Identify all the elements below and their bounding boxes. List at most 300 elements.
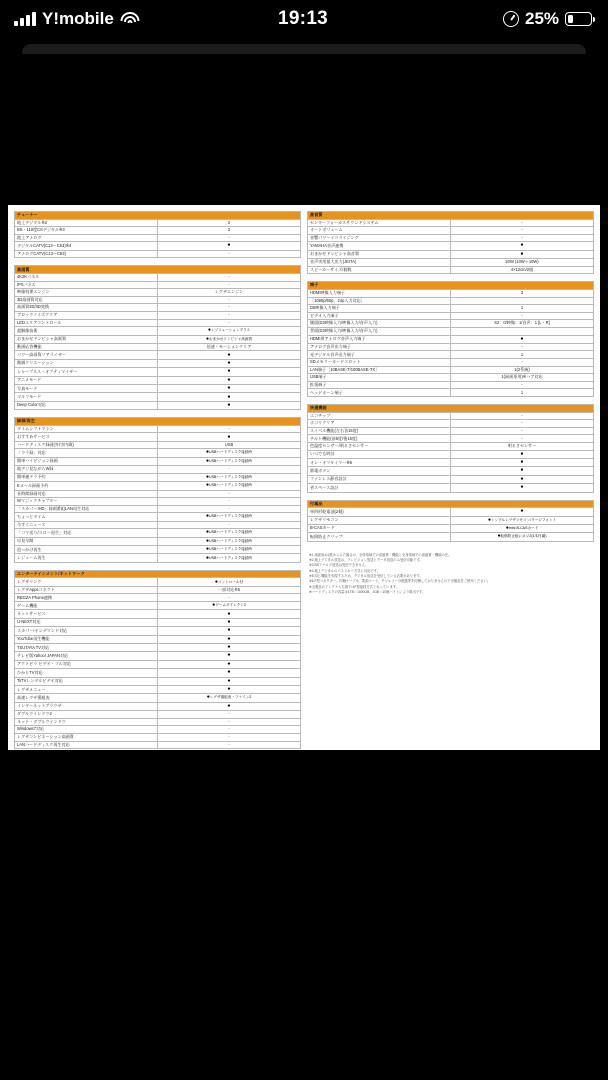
spec-value: 3 [451,289,594,297]
spec-label: レグザAppsコネクト [15,586,158,594]
spec-label: 節電ボタン [308,467,451,475]
section-title: チューナー [15,212,301,220]
table-row [308,335,594,343]
table-row [308,533,594,541]
spec-value: ● [158,610,301,618]
spec-label: ゲーム機能 [15,602,158,610]
spec-value: - [158,250,301,258]
table-row [15,296,301,304]
footnotes [307,549,594,596]
spec-value: - [451,312,594,320]
spec-label: 側面(D3映像入力/映像入力/音声入力) [308,320,451,328]
table-row [15,457,301,465]
spec-label: アナログ音声出力端子 [308,343,451,351]
table-row [15,718,301,726]
spec-label: デジタルCATV(C13～C63)※4 [15,242,158,250]
spec-label: D5映像入力端子 [308,305,451,313]
table-row [308,327,594,335]
table-row [15,250,301,258]
table-row [308,250,594,258]
table-row [308,427,594,435]
spec-value: 1 [451,351,594,359]
spec-value: ●おまかせドンピシャ高画質 [158,335,301,343]
spec-value: S2：0/映像：1/音声：1 [L・R] [451,320,594,328]
signal-bars-icon [14,12,36,26]
spec-label: 音響パワーイコライジング [308,234,451,242]
spec-label: いつでも時計 [308,450,451,458]
spec-value: 明るさセンサー [451,443,594,451]
section-title: エンターテインメント/ネットワーク [15,570,301,578]
spec-label: シャープネス・オプティマイザー [15,368,158,376]
spec-label: B-CASカード [308,524,451,532]
spec-value: - [158,296,301,304]
spec-value: - [158,281,301,289]
rotation-lock-icon [503,11,519,27]
table-row [15,359,301,367]
table-row [15,281,301,289]
spec-value: - [451,412,594,420]
spec-value: ● [158,359,301,367]
table-row [15,289,301,297]
spec-label: BS・110度CSデジタル※3 [15,227,158,235]
spec-value: ●USBハードディスク接続時 [158,529,301,537]
spec-label: 追っかけ再生 [15,546,158,554]
table-row [15,242,301,250]
spec-label: ホコリクリア [308,420,451,428]
spec-label: アクトビラ ビデオ・フル対応 [15,660,158,668]
table-row [308,343,594,351]
spec-value: - [158,741,301,749]
table-row [15,694,301,702]
spec-value: ● [451,242,594,250]
table-row [308,435,594,443]
table-row [308,467,594,475]
table-row [15,311,301,319]
spec-value: ●USBハードディスク接続時 [158,482,301,490]
spec-label: 今すぐニュース [15,521,158,529]
spec-label: エコチップ [308,412,451,420]
spec-value: - [451,227,594,235]
table-row [308,242,594,250]
table-row [15,234,301,242]
table-row [15,343,301,351]
spec-label: チルト機能(前5度/後15度) [308,435,451,443]
spec-value: - [451,420,594,428]
spec-value: - [451,234,594,242]
section-header-row [15,418,301,426]
spec-label: 転倒防止クリップ [308,533,451,541]
spec-label: 背面(D3映像入力/映像入力/音声入力) [308,327,451,335]
table-row [15,627,301,635]
spec-value: ●USBハードディスク接続時 [158,513,301,521]
section-header-row [15,570,301,578]
spec-value: - [158,718,301,726]
table-row [308,297,594,305]
spec-value: ● [451,450,594,458]
table-row [308,266,594,274]
spec-value: - [158,521,301,529]
spec-label: インターネットブラウザ [15,702,158,710]
spec-label: USB端子 [308,374,451,382]
spec-label: ネットサービス [15,610,158,618]
spec-label: センターフォーカスサウンドシステム [308,219,451,227]
table-row [15,219,301,227]
table-row [15,546,301,554]
clock-label: 19:13 [277,8,329,29]
table-row [15,578,301,586]
table-row [308,351,594,359]
table-row [15,618,301,626]
spec-label: レグザリモコン [308,516,451,524]
spec-value: 1(2系統) [451,366,594,374]
spec-value: 4×12cm/2個 [451,266,594,274]
footnote-item: ※ハードディスクの容量は1TB＝1000GB、1GB＝10億バイトにより算出です。 [309,590,426,595]
spec-label: おすすめサービス [15,433,158,441]
table-row [15,554,301,562]
spec-value: - [158,711,301,719]
spec-label: 映像処理エンジン [15,289,158,297]
spec-column-left [14,211,301,750]
table-row [15,304,301,312]
table-row [308,234,594,242]
table-row [15,335,301,343]
section-header-row [308,500,594,508]
table-row [308,259,594,267]
spec-label: おまかせドンピシャ高音質 [308,250,451,258]
spec-label: YAMAHA音声連携 [308,242,451,250]
table-row [15,741,301,749]
spec-value: ●シンプルレグザリモコン/ラージフォント [451,516,594,524]
table-row [308,459,594,467]
spec-table [14,570,301,749]
spec-value: ● [451,250,594,258]
spec-label: 階調クリエーション [15,359,158,367]
spec-value: 一部対応※5 [158,586,301,594]
table-row [308,516,594,524]
section-header-row [15,212,301,220]
table-row [308,412,594,420]
spec-value: ● [158,368,301,376]
spec-value: - [451,219,594,227]
table-row [308,320,594,328]
table-row [15,498,301,506]
spec-label: ネット・ダブルウインドウ [15,718,158,726]
table-row [15,677,301,685]
table-row [15,602,301,610]
spec-label: Deep Color対応 [15,401,158,409]
spec-label: スイベル機能(左右各15度) [308,427,451,435]
spec-label: レグザメニュー [15,685,158,693]
section-title: 端子 [308,282,594,290]
table-row [15,685,301,693]
spec-value: ●USBハードディスク接続時 [158,449,301,457]
spec-value: 1 [451,389,594,397]
spec-value: - [158,311,301,319]
spec-table [307,500,594,542]
spec-value: ● [451,484,594,492]
spec-value: ● [451,508,594,516]
table-row [308,305,594,313]
spec-label: レグザリンク [15,578,158,586]
table-row [308,381,594,389]
spec-value: 2 [158,219,301,227]
table-row [308,312,594,320]
table-row [15,433,301,441]
spec-label: ひかりTV対応 [15,669,158,677]
spec-value: - [158,498,301,506]
spec-label: オートボリューム [308,227,451,235]
spec-columns [8,205,600,750]
footnote-item: ※6 F型コネクター、同軸ケーブル、電源コード、モジュラー分配器等を同梱しておりませんので市販品をご使用ください。 [309,579,491,584]
spec-label: 4K2Kパネル [15,273,158,281]
spec-label: 写真モード [15,385,158,393]
spec-value: - [158,319,301,327]
table-row [15,521,301,529]
spec-label: ブロックノイズクリア [15,311,158,319]
battery-percent-label: 25% [524,9,560,28]
spec-label: スピーカーサイズ/個数 [308,266,451,274]
table-row [15,368,301,376]
footnote-item: ※全製品のアンテナ入力端子はF型接栓方式となっています。 [309,584,400,589]
spec-label: ファンレス静音設計 [308,475,451,483]
spec-label: パワー高画質リアライザー [15,351,158,359]
table-row [15,733,301,741]
spec-label: レジューム再生 [15,554,158,562]
spec-value: ●ゲームダイレクト2 [158,602,301,610]
table-row [15,652,301,660]
spec-value: ● [158,385,301,393]
spec-label: 簡単連ドラ予約 [15,473,158,481]
spec-value: - [158,726,301,734]
spec-value: - [158,733,301,741]
spec-label: 音声実用最大出力(JEITA) [308,259,451,267]
spec-table [14,417,301,563]
spec-label: YouTube再生機能 [15,635,158,643]
spec-value: ●USBハードディスク接続時 [158,473,301,481]
carrier-label: Y!mobile [42,9,114,28]
table-row [15,644,301,652]
spec-label: LANハードディスク再生対応 [15,741,158,749]
wifi-icon [120,12,140,27]
spec-label: ヘッドホーン端子 [308,389,451,397]
spec-label: LEDエリアコントロール [15,319,158,327]
table-row [15,227,301,235]
spec-value: 2 [158,227,301,235]
spec-value: 1 [451,305,594,313]
table-row [15,635,301,643]
spec-value: USB [158,441,301,449]
spec-label: ちょっとタイム [15,513,158,521]
spec-value: ● [158,376,301,384]
status-bar [0,0,608,38]
table-row [308,524,594,532]
section-header-row [308,405,594,413]
spec-label: アナログCATV(C13～C63) [15,250,158,258]
spec-value: ● [158,669,301,677]
spec-label: REGZA Phone連携 [15,594,158,602]
spec-value: ● [158,702,301,710]
spec-value: - [451,435,594,443]
spec-label: 高速レグザ番組表 [15,694,158,702]
spec-column-right [307,211,594,750]
table-row [308,420,594,428]
spec-table [307,404,594,493]
table-row [308,450,594,458]
spec-label: 3D高画質対応 [15,296,158,304]
table-row [308,366,594,374]
spec-value: ● [158,685,301,693]
spec-label: レグザコンビネーション高画質 [15,733,158,741]
spec-value: ●レゾリューションプラス [158,327,301,335]
spec-value: - [158,234,301,242]
spec-value: ●レグザ番組表・ファイン2 [158,694,301,702]
spec-label: おまかせドンピシャ高画質 [15,335,158,343]
footnote-item: ※4 地上デジタルのパススルー方式に対応です。 [309,568,380,573]
spec-value: - [451,427,594,435]
spec-value: - [451,381,594,389]
table-row [15,393,301,401]
spec-label: LAN端子［10BASE-T/100BASE-TX］ [308,366,451,374]
spec-value: ● [158,401,301,409]
spec-value: 倍速・モーションクリア [158,343,301,351]
spec-value: 20W (10W＋10W) [451,259,594,267]
spec-label: Eメール録画予約 [15,482,158,490]
spec-label: 省スペース設計 [308,484,451,492]
table-row [15,351,301,359]
spec-value: - [158,594,301,602]
spec-value: ● [451,459,594,467]
spec-value: ● [158,351,301,359]
table-row [308,219,594,227]
spec-label: 拡張端子 [308,381,451,389]
spec-label: U-NEXT対応 [15,618,158,626]
table-row [15,449,301,457]
table-row [15,482,301,490]
spec-value: ● [158,618,301,626]
spec-label: 動画応答機能 [15,343,158,351]
table-row [15,425,301,433]
spec-value: ● [158,627,301,635]
table-row [308,475,594,483]
spec-label: ゴルフモード [15,393,158,401]
table-row [15,660,301,668]
table-row [15,610,301,618]
spec-value: - [158,490,301,498]
spec-value: ● [158,677,301,685]
spec-table [14,211,301,258]
section-title: 高音質 [308,212,594,220]
table-row [308,389,594,397]
spec-value: - [451,343,594,351]
spec-label: 光デジタル音声出力端子 [308,351,451,359]
spec-label: TsTVレンタルビデオ対応 [15,677,158,685]
table-row [308,289,594,297]
spec-label: 長時間録画対応 [15,490,158,498]
table-row [15,466,301,474]
status-bar-right [328,9,608,29]
table-row [15,273,301,281]
spec-value: ●mini B-CASカード [451,524,594,532]
spec-value: - [158,466,301,474]
table-row [15,711,301,719]
spec-label: 単四形乾電池(2個) [308,508,451,516]
spec-label: ダブルウインドウ2 [15,711,158,719]
spec-label: テレビ版Yahoo! JAPAN対応 [15,652,158,660]
footnote-item: ※2 地上デジタル放送は、テレビジョン放送とデータ放送のみ受信可能です。 [309,558,423,563]
spec-label: ［1080p/60p、24p入力対応］ [308,297,451,305]
table-row [15,441,301,449]
table-row [15,594,301,602]
browser-chrome-edge [22,44,586,54]
section-title: 快適機能 [308,405,594,413]
spec-label: 「スカパー!HD」録画番組LAN再生対応 [15,505,158,513]
table-row [15,401,301,409]
spec-value: ● [158,242,301,250]
spec-label: 色温度センサー/明るさセンサー [308,443,451,451]
section-header-row [15,266,301,274]
spec-label: 高画質2D/3D変換 [15,304,158,312]
section-header-row [308,212,594,220]
spec-value: - [451,359,594,367]
spec-label: タイムシフトマシン [15,425,158,433]
spec-value: ●USBハードディスク接続時 [158,546,301,554]
spec-label: 超解像技術 [15,327,158,335]
spec-value: ● [451,475,594,483]
spec-label: 地上アナログ [15,234,158,242]
status-bar-left [0,9,278,29]
spec-value: ● [158,644,301,652]
footnote-item: ※1 画面斜め2度からみた場合の、全体領域での高画質・機能と全身領域での高画質・機能の比。 [309,552,452,557]
spec-table [307,281,594,397]
table-row [15,537,301,545]
spec-value: ● [451,467,594,475]
spec-value [451,327,594,335]
spec-value: 1(録画専用)※ハブ対応 [451,374,594,382]
table-row [15,586,301,594]
spec-value: ●USBハードディスク接続時 [158,537,301,545]
spec-value: ● [158,652,301,660]
spec-value [451,297,594,305]
spec-value: ●USBハードディスク接続時 [158,554,301,562]
spec-value: レグザエンジン [158,289,301,297]
spec-label: 地デジ見ながらW録 [15,466,158,474]
table-row [15,376,301,384]
spec-label: HDMI映像入力端子 [308,289,451,297]
spec-value: ● [451,335,594,343]
table-row [15,490,301,498]
table-row [308,508,594,516]
spec-value: - [158,273,301,281]
spec-label: SDメモリーカードスロット [308,359,451,367]
spec-label: 「コマ送り/スロー再生」対応 [15,529,158,537]
spec-value: ● [158,433,301,441]
spec-label: HDMI用アナログ音声入力端子 [308,335,451,343]
table-row [308,443,594,451]
table-row [15,669,301,677]
footnote-item: ※3 BSアナログ放送は受信できません。 [309,563,369,568]
section-header-row [308,282,594,290]
battery-icon [565,12,592,26]
spec-label: 簡単ハイビジョン録画 [15,457,158,465]
section-title: 録画/再生 [15,418,301,426]
spec-value: ●転倒防止板にネジ2(1本付属) [451,533,594,541]
table-row [15,319,301,327]
spec-label: Wマジックチャプター [15,498,158,506]
spec-value: ●USBハードディスク接続時 [158,457,301,465]
section-title: 付属品 [308,500,594,508]
spec-table [14,265,301,410]
table-row [15,473,301,481]
